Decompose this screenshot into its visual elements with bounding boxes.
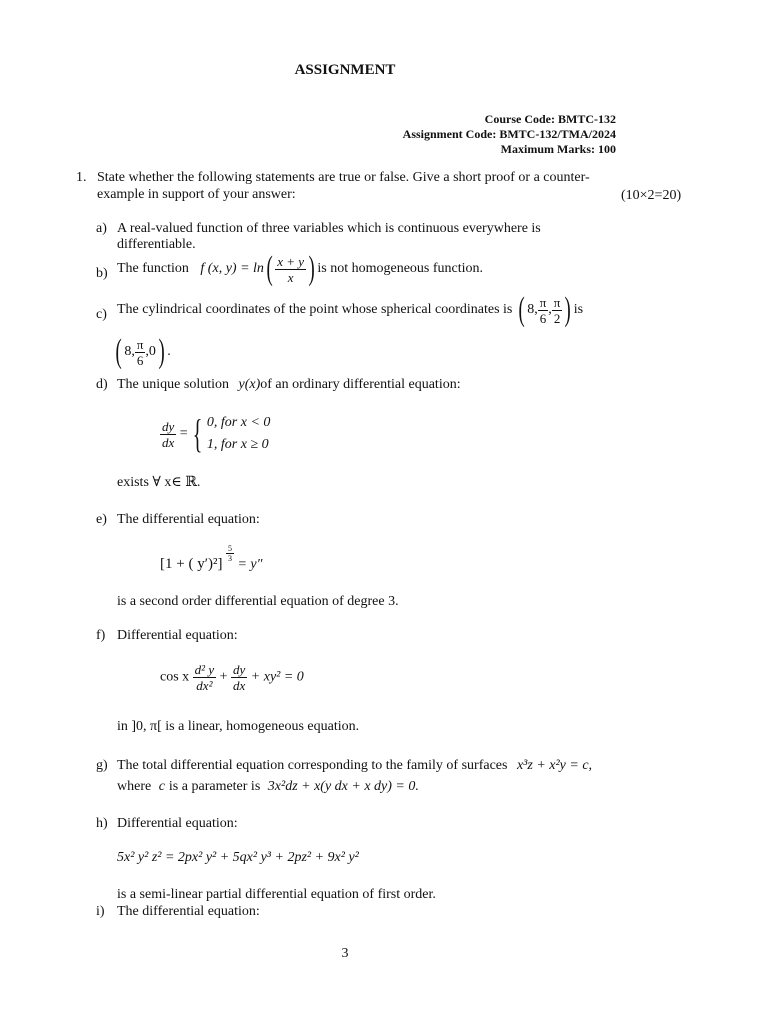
course-code: Course Code: BMTC-132 <box>484 112 616 126</box>
item-label-i: i) <box>96 904 105 919</box>
item-g-where: where <box>117 779 152 794</box>
item-g-equation: 3x²dz + x(y dx + x dy) = 0. <box>267 779 419 794</box>
item-e-lhs: [1 + ( y′)²] <box>160 556 223 572</box>
item-f-text: Differential equation: <box>117 628 238 643</box>
paren-left: ( <box>115 333 122 370</box>
item-a-line2: differentiable. <box>117 237 196 252</box>
item-c-cyl-frac <box>135 337 146 368</box>
frac-den: 6 <box>136 352 144 368</box>
item-c-post: is <box>573 302 584 318</box>
max-marks: Maximum Marks: 100 <box>500 142 616 156</box>
question-number: 1. <box>76 170 87 185</box>
item-g-c: c <box>158 779 165 794</box>
item-h-equation: 5x² y² z² = 2px² y² + 5qx² y³ + 2pz² + 9x² y² <box>117 850 359 865</box>
item-label-d: d) <box>96 377 108 392</box>
second-derivative <box>193 662 216 693</box>
plus-sign: + <box>219 669 228 685</box>
frac-den: 6 <box>539 310 547 326</box>
item-g-line2 <box>117 779 419 795</box>
item-label-f: f) <box>96 628 106 643</box>
item-e-after: is a second order differential equation of degree 3. <box>117 594 399 609</box>
item-label-e: e) <box>96 512 107 527</box>
paren-right: ) <box>308 250 315 287</box>
item-e-equation <box>160 544 262 573</box>
item-h-after: is a semi-linear partial differential equation of first order. <box>117 887 436 902</box>
item-b-num: x + y <box>277 253 305 269</box>
item-e-rhs: = y″ <box>237 557 263 572</box>
item-h-text: Differential equation: <box>117 816 238 831</box>
frac-den: dx² <box>196 678 213 693</box>
item-label-b: b) <box>96 266 108 281</box>
frac-num: dy <box>162 418 175 434</box>
frac-num: d² y <box>194 662 215 677</box>
frac-num: 5 <box>227 544 232 553</box>
item-e-exponent <box>226 544 234 563</box>
frac-num: π <box>553 294 561 310</box>
item-e-text: The differential equation: <box>117 512 260 527</box>
question-text-line1: State whether the following statements are true or false. Give a short proof or a counter- <box>97 170 590 185</box>
item-d-text2: of an ordinary differential equation: <box>260 377 461 392</box>
item-f-cos: cos x <box>160 669 190 685</box>
item-c-frac1 <box>538 295 549 326</box>
item-d-equation: $\frac{dy}{dx}$ = { 0, for x < 0 1, for x ≥ 0 <box>162 411 271 456</box>
dy-dx-fraction <box>160 419 176 450</box>
item-label-g: g) <box>96 758 108 773</box>
question-text-line2: example in support of your answer: <box>97 187 296 202</box>
paren-left: ( <box>518 291 525 328</box>
case-list <box>207 412 271 456</box>
item-c-frac2 <box>552 295 563 326</box>
item-c-cyl-a: 8, <box>124 344 135 360</box>
item-a-line1: A real-valued function of three variables which is continuous everywhere is <box>117 221 541 236</box>
paren-left: ( <box>266 250 273 287</box>
frac-num: π <box>539 294 547 310</box>
item-label-h: h) <box>96 816 108 831</box>
item-g-surface: x³z + x²y = c, <box>516 758 593 773</box>
frac-num: dy <box>233 662 246 677</box>
page-number: 3 <box>341 946 349 961</box>
paren-right: ) <box>564 291 572 328</box>
item-d-line <box>117 377 461 393</box>
item-label-a: a) <box>96 221 107 236</box>
item-b-fraction <box>275 254 306 285</box>
item-c-pre: The cylindrical coordinates of the point whose spherical coordinates is <box>117 302 513 318</box>
item-label-c: c) <box>96 307 107 322</box>
item-d-text: The unique solution <box>117 377 229 392</box>
case-brace: { <box>192 411 203 456</box>
item-b-content <box>117 252 483 286</box>
item-g-line1 <box>117 758 592 774</box>
item-f-equation <box>160 662 304 693</box>
course-info <box>403 112 616 157</box>
item-c-cylindrical: ( 8, $\frac{\pi}{6}$ ,0) . <box>115 333 171 370</box>
item-c-cyl-b: ,0 <box>145 344 156 360</box>
page-title: ASSIGNMENT <box>294 62 396 78</box>
item-i-text: The differential equation: <box>117 904 260 919</box>
item-g-text: The total differential equation corresponding to the family of surfaces <box>117 758 508 773</box>
item-f-after: in ]0, π[ is a linear, homogeneous equation. <box>117 719 360 734</box>
item-d-exists: exists ∀ x∈ ℝ. <box>117 475 201 490</box>
frac-den: 2 <box>553 310 561 326</box>
item-b-den: x <box>287 269 294 285</box>
item-f-rest: + xy² = 0 <box>250 669 304 685</box>
frac-den: dx <box>233 678 246 693</box>
item-b-func: f (x, y) = ln <box>200 261 264 277</box>
item-g-param: is a parameter is <box>168 779 261 794</box>
frac-num: π <box>136 336 144 352</box>
assignment-code: Assignment Code: BMTC-132/TMA/2024 <box>402 127 616 141</box>
item-c-spher-a: 8, <box>527 302 538 318</box>
first-derivative <box>231 662 247 693</box>
case-1: 0, for x < 0 <box>206 415 271 430</box>
item-b-pre: The function <box>117 261 189 277</box>
frac-den: 3 <box>227 554 232 563</box>
paren-right: ) <box>158 333 165 370</box>
item-d-func: y(x) <box>238 377 261 392</box>
frac-den: dx <box>162 434 175 450</box>
item-c-content: The cylindrical coordinates of the point whose spherical coordinates is ( 8, $\frac{\pi}{6}$ , $\frac{\pi}{2}$ ) is <box>117 291 584 328</box>
question-marks: (10×2=20) <box>621 188 682 203</box>
item-b-post: is not homogeneous function. <box>317 261 484 277</box>
case-2: 1, for x ≥ 0 <box>206 437 269 452</box>
